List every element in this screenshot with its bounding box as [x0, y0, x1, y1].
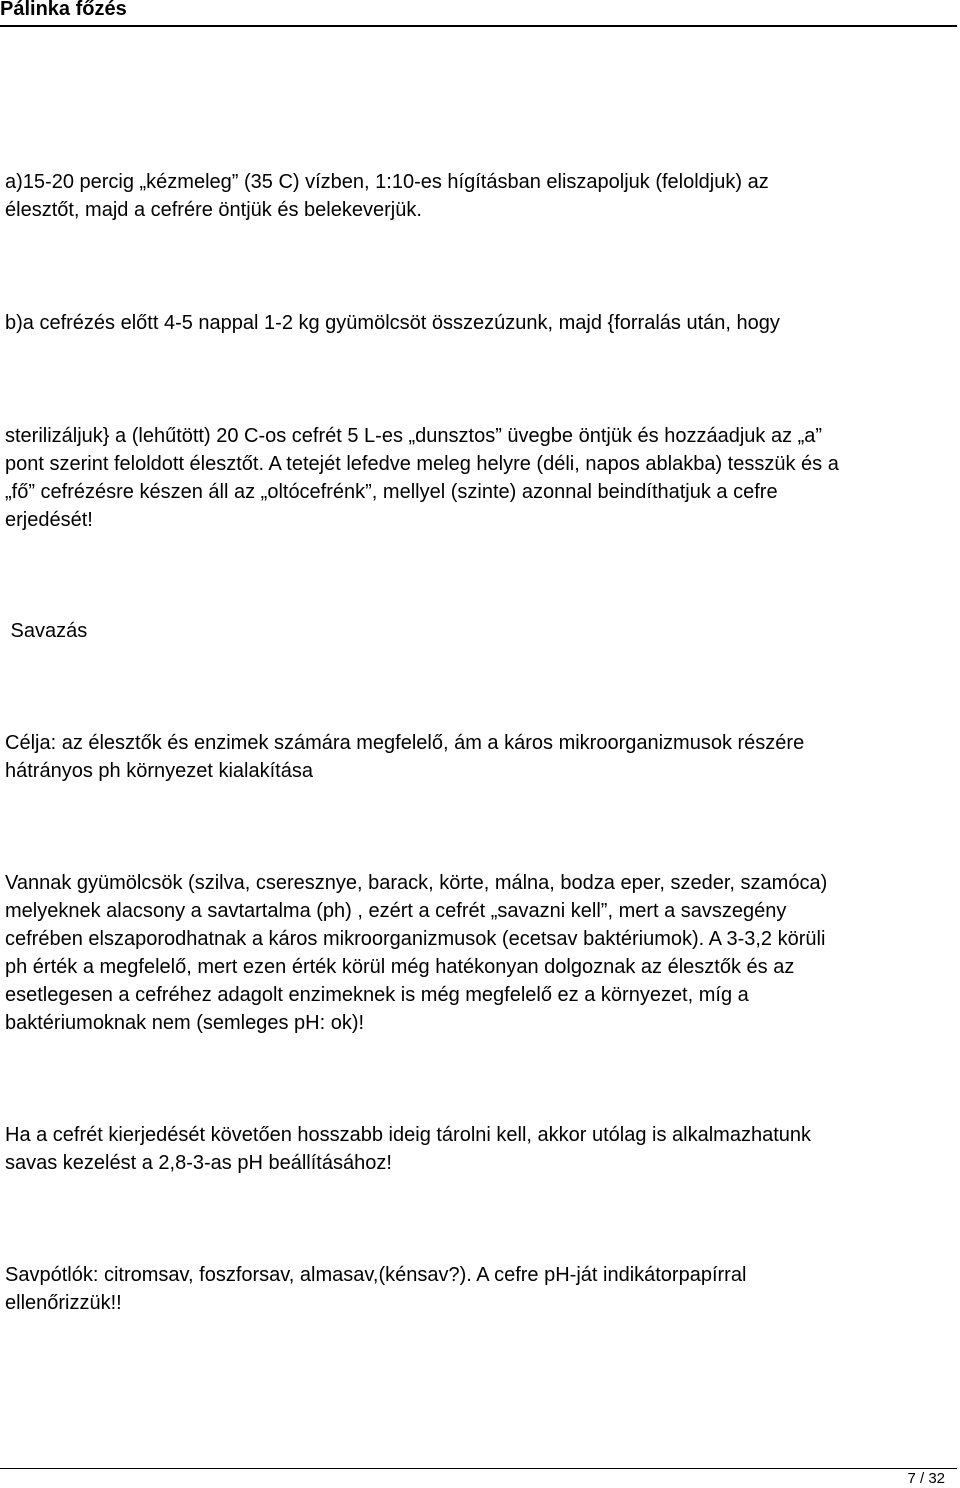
text-line: Savpótlók: citromsav, foszforsav, almasav,(kénsav?). A cefre pH-ját indikátorpapírral — [5, 1264, 747, 1286]
paragraph-storage-acidification — [5, 1121, 950, 1177]
text-line: Vannak gyümölcsök (szilva, cseresznye, barack, körte, málna, bodza eper, szeder, szamóca) — [5, 872, 828, 894]
text-line: hátrányos ph környezet kialakítása — [5, 760, 313, 782]
text-line: pont szerint feloldott élesztőt. A tetejét lefedve meleg helyre (déli, napos ablakba) tesszük és a — [5, 453, 839, 475]
text-line: erjedését! — [5, 509, 93, 531]
text-line: sterilizáljuk} a (lehűtött) 20 C-os cefrét 5 L-es „dunsztos” üvegbe öntjük és hozzáadjuk az „a” — [5, 425, 823, 447]
text-line: baktériumoknak nem (semleges pH: ok)! — [5, 1012, 365, 1034]
text-line: savas kezelést a 2,8-3-as pH beállításához! — [5, 1152, 392, 1174]
text-line: a)15-20 percig „kézmeleg” (35 C) vízben, 1:10-es hígításban eliszapoljuk (feloldjuk) az — [5, 171, 769, 193]
paragraph-acid-substitutes — [5, 1261, 950, 1317]
text-line: Célja: az élesztők és enzimek számára megfelelő, ám a káros mikroorganizmusok részére — [5, 732, 805, 754]
text-line: b)a cefrézés előtt 4-5 nappal 1-2 kg gyümölcsöt összezúzunk, majd {forralás után, hogy — [5, 312, 780, 334]
footer-divider — [0, 1468, 957, 1469]
paragraph-purpose — [5, 729, 950, 785]
text-line: cefrében elszaporodhatnak a káros mikroorganizmusok (ecetsav baktériumok). A 3-3,2 körüli — [5, 928, 826, 950]
paragraph-starter-mash — [5, 422, 950, 534]
text-line: ph érték a megfelelő, mert ezen érték körül még hatékonyan dolgoznak az élesztők és az — [5, 956, 795, 978]
paragraph-crush-fruit — [5, 309, 950, 337]
text-line: esetlegesen a cefréhez adagolt enzimeknek is még megfelelő ez a környezet, míg a — [5, 984, 749, 1006]
header-divider — [0, 25, 957, 27]
text-line: ellenőrizzük!! — [5, 1292, 122, 1314]
text-line: „fő” cefrézésre készen áll az „oltócefrénk”, mellyel (szinte) azonnal beindíthatjuk a cefre — [5, 481, 778, 503]
paragraph-dissolve-yeast — [5, 168, 950, 224]
page-header-title: Pálinka főzés — [0, 0, 127, 20]
text-line: Ha a cefrét kierjedését követően hosszabb ideig tárolni kell, akkor utólag is alkalmazhatunk — [5, 1124, 811, 1146]
section-heading-text: Savazás — [5, 620, 88, 642]
paragraph-low-acid-fruits — [5, 869, 950, 1037]
page-number: 7 / 32 — [907, 1470, 945, 1487]
text-line: élesztőt, majd a cefrére öntjük és belekeverjük. — [5, 199, 422, 221]
section-heading-savazas — [5, 617, 950, 645]
text-line: melyeknek alacsony a savtartalma (ph) , ezért a cefrét „savazni kell”, mert a savszegény — [5, 900, 787, 922]
